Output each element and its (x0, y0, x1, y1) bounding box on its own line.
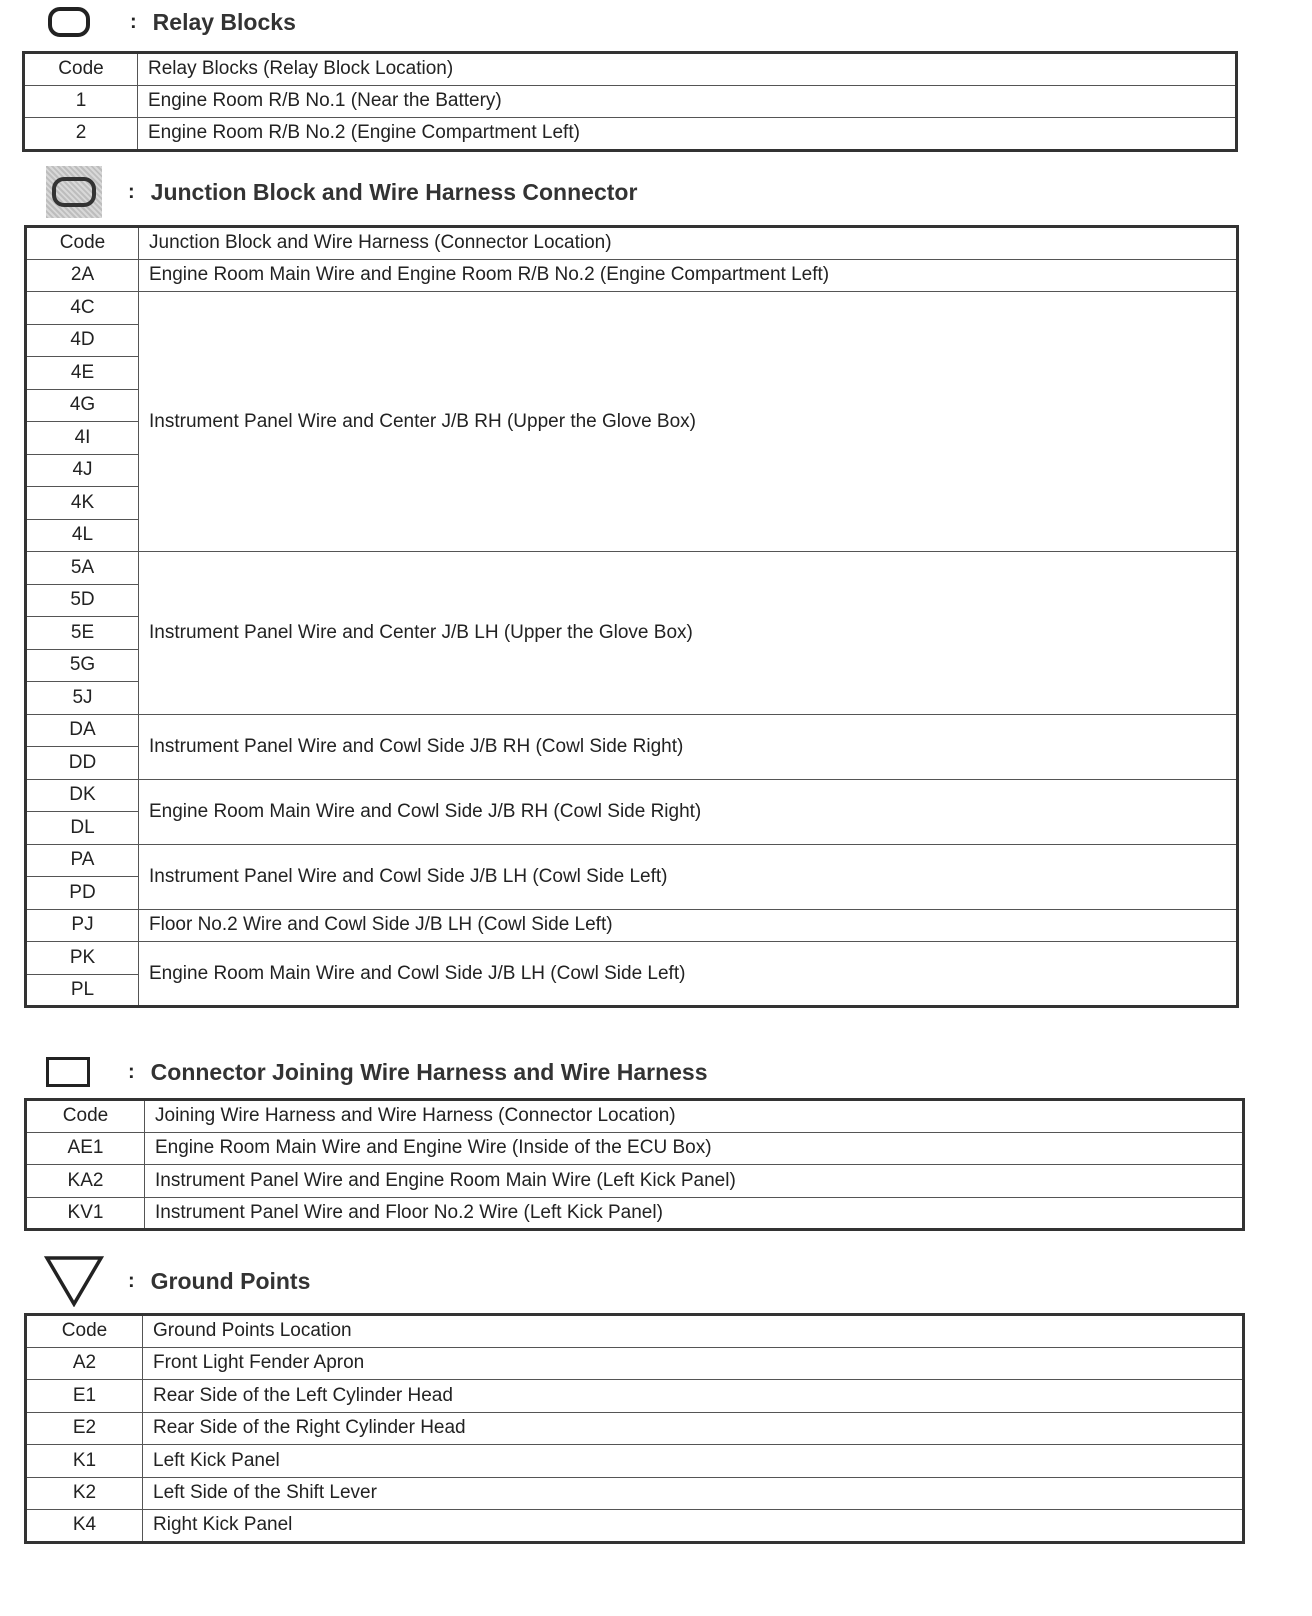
heading-colon: : (128, 1269, 135, 1292)
code-cell: 4I (26, 422, 139, 455)
code-cell: 5E (26, 617, 139, 650)
code-cell: 4G (26, 389, 139, 422)
table-row (26, 1477, 1244, 1510)
code-cell: PK (26, 942, 139, 975)
table-row (26, 1380, 1244, 1413)
table-row (26, 1347, 1244, 1380)
code-cell: E2 (26, 1412, 143, 1445)
table-row (26, 1197, 1244, 1230)
code-cell: 4C (26, 292, 139, 325)
code-cell: 4D (26, 324, 139, 357)
location-cell: Instrument Panel Wire and Center J/B RH (Upper the Glove Box) (139, 292, 1238, 552)
code-cell: K2 (26, 1477, 143, 1510)
table-header-row (26, 227, 1238, 260)
code-cell: PJ (26, 909, 139, 942)
code-cell: 4L (26, 519, 139, 552)
ground-triangle-icon (44, 1255, 104, 1307)
location-cell: Instrument Panel Wire and Engine Room Main Wire (Left Kick Panel) (145, 1165, 1244, 1198)
ground-points-table (24, 1313, 1245, 1544)
code-cell: KA2 (26, 1165, 145, 1198)
location-header: Joining Wire Harness and Wire Harness (Connector Location) (145, 1100, 1244, 1133)
location-header: Relay Blocks (Relay Block Location) (138, 53, 1237, 86)
table-row (26, 844, 1238, 877)
ground-points-heading (44, 1254, 310, 1308)
location-cell: Engine Room Main Wire and Engine Wire (Inside of the ECU Box) (145, 1132, 1244, 1165)
code-cell: 2A (26, 259, 139, 292)
table-row (26, 909, 1238, 942)
code-cell: K1 (26, 1445, 143, 1478)
code-cell: A2 (26, 1347, 143, 1380)
code-cell: DA (26, 714, 139, 747)
code-header: Code (26, 1100, 145, 1133)
location-cell: Rear Side of the Right Cylinder Head (143, 1412, 1244, 1445)
code-cell: 1 (24, 85, 138, 118)
location-cell: Rear Side of the Left Cylinder Head (143, 1380, 1244, 1413)
code-header: Code (24, 53, 138, 86)
code-cell: DL (26, 812, 139, 845)
table-row (26, 1445, 1244, 1478)
code-header: Code (26, 1315, 143, 1348)
table-row (26, 1510, 1244, 1543)
code-cell: K4 (26, 1510, 143, 1543)
location-cell: Engine Room Main Wire and Cowl Side J/B LH (Cowl Side Left) (139, 942, 1238, 1007)
code-cell: DK (26, 779, 139, 812)
location-cell: Right Kick Panel (143, 1510, 1244, 1543)
heading-colon: : (128, 1060, 135, 1083)
location-cell: Front Light Fender Apron (143, 1347, 1244, 1380)
location-cell: Instrument Panel Wire and Cowl Side J/B LH (Cowl Side Left) (139, 844, 1238, 909)
code-cell: 5A (26, 552, 139, 585)
code-cell: AE1 (26, 1132, 145, 1165)
table-row (26, 714, 1238, 747)
code-cell: DD (26, 747, 139, 780)
relay-block-symbol-icon (48, 7, 90, 37)
code-cell: 2 (24, 118, 138, 151)
table-row (26, 292, 1238, 325)
code-cell: 5D (26, 584, 139, 617)
location-cell: Instrument Panel Wire and Cowl Side J/B RH (Cowl Side Right) (139, 714, 1238, 779)
location-cell: Instrument Panel Wire and Center J/B LH (Upper the Glove Box) (139, 552, 1238, 715)
table-header-row (26, 1315, 1244, 1348)
code-header: Code (26, 227, 139, 260)
code-cell: 5G (26, 649, 139, 682)
code-cell: E1 (26, 1380, 143, 1413)
junction-block-symbol-icon (46, 166, 102, 218)
table-row (26, 1165, 1244, 1198)
location-cell: Engine Room R/B No.2 (Engine Compartment Left) (138, 118, 1237, 151)
connector-heading (46, 1054, 708, 1090)
code-cell: 4K (26, 487, 139, 520)
location-cell: Engine Room Main Wire and Engine Room R/B No.2 (Engine Compartment Left) (139, 259, 1238, 292)
location-cell: Instrument Panel Wire and Floor No.2 Wire (Left Kick Panel) (145, 1197, 1244, 1230)
section-title: Ground Points (150, 1267, 311, 1294)
table-header-row (26, 1100, 1244, 1133)
junction-block-heading (46, 165, 637, 219)
table-row (26, 259, 1238, 292)
location-header: Junction Block and Wire Harness (Connector Location) (139, 227, 1238, 260)
location-header: Ground Points Location (143, 1315, 1244, 1348)
heading-colon: : (128, 180, 135, 203)
code-cell: PD (26, 877, 139, 910)
location-cell: Left Kick Panel (143, 1445, 1244, 1478)
location-cell: Floor No.2 Wire and Cowl Side J/B LH (Cowl Side Left) (139, 909, 1238, 942)
table-row (26, 779, 1238, 812)
table-header-row (24, 53, 1237, 86)
table-row (26, 942, 1238, 975)
connector-symbol-icon (46, 1057, 90, 1087)
section-title: Relay Blocks (152, 8, 296, 35)
code-cell: PL (26, 974, 139, 1007)
code-cell: 4J (26, 454, 139, 487)
relay-blocks-table (22, 51, 1238, 152)
section-title: Junction Block and Wire Harness Connector (150, 178, 638, 205)
heading-colon: : (130, 10, 137, 33)
table-row (26, 552, 1238, 585)
connector-table (24, 1098, 1245, 1231)
table-row (24, 118, 1237, 151)
table-row (26, 1132, 1244, 1165)
code-cell: 5J (26, 682, 139, 715)
table-row (24, 85, 1237, 118)
location-cell: Engine Room Main Wire and Cowl Side J/B RH (Cowl Side Right) (139, 779, 1238, 844)
code-cell: 4E (26, 357, 139, 390)
code-cell: KV1 (26, 1197, 145, 1230)
location-cell: Engine Room R/B No.1 (Near the Battery) (138, 85, 1237, 118)
location-cell: Left Side of the Shift Lever (143, 1477, 1244, 1510)
table-row (26, 1412, 1244, 1445)
section-title: Connector Joining Wire Harness and Wire Harness (150, 1058, 708, 1085)
relay-blocks-heading (48, 4, 296, 40)
junction-block-table (24, 225, 1239, 1008)
code-cell: PA (26, 844, 139, 877)
